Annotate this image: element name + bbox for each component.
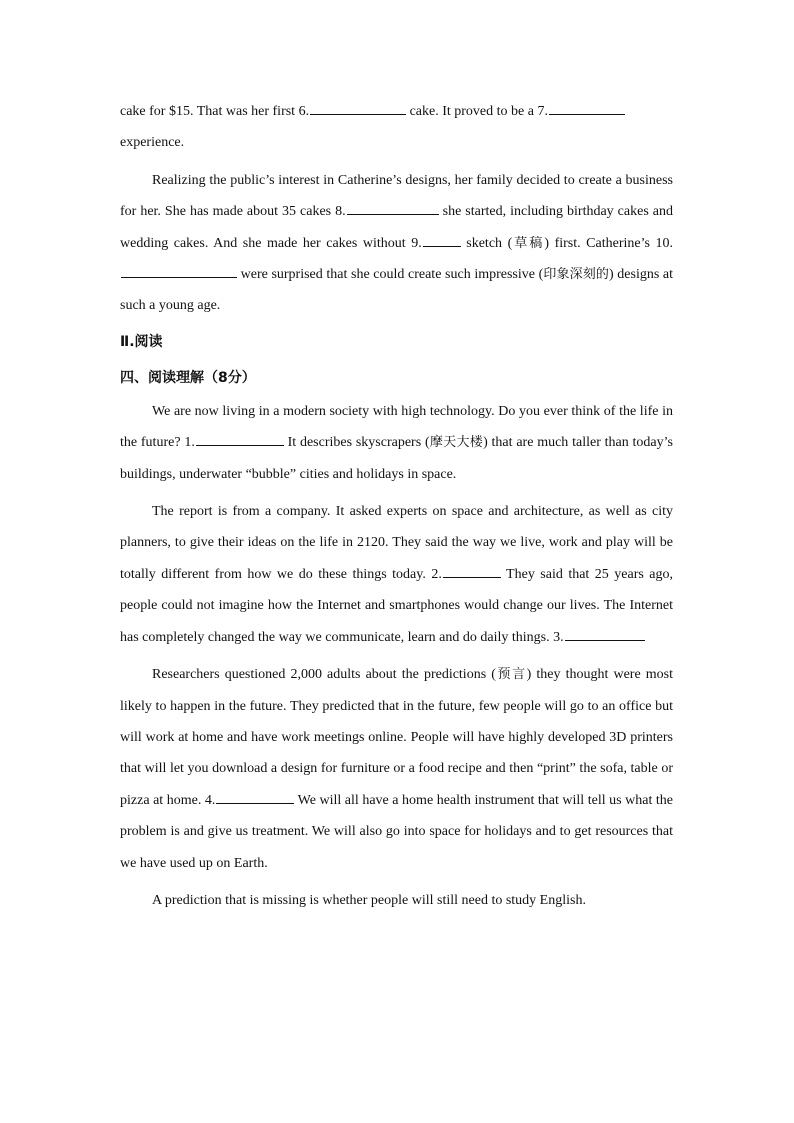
document-page xyxy=(120,96,673,916)
blank-6[interactable] xyxy=(310,100,406,115)
paragraph-business xyxy=(120,165,673,322)
text-run: Realizing the public’s interest in Catherine’s designs, her family decided to create a business for her. She has made about 35 cakes 8. xyxy=(120,172,673,220)
blank-3[interactable] xyxy=(565,626,645,641)
text-run: They said that 25 years ago, people could not imagine how the Internet and smartphones would change our lives. The Internet has completely changed the way we communicate, learn and do daily things. 3. xyxy=(120,566,673,645)
paragraph-cake-price xyxy=(120,96,673,159)
cjk-gloss: 草稿 xyxy=(512,235,545,251)
paragraph-missing-prediction xyxy=(120,885,673,916)
blank-2[interactable] xyxy=(443,563,501,578)
text-run: Researchers questioned 2,000 adults about the predictions ( xyxy=(152,667,496,683)
text-run: The report is from a company. It asked experts on space and architecture, as well as city planners, to give their ideas on the life in 2120. They said the way we live, work and play will be totally different from how we do these things today. 2. xyxy=(120,504,673,582)
text-run: experience. xyxy=(120,135,185,151)
blank-1[interactable] xyxy=(196,431,284,446)
cjk-gloss: 预言 xyxy=(495,667,527,683)
text-run: sketch ( xyxy=(460,235,513,251)
text-run: ) that are much taller than today’s buildings, underwater “bubble” cities and holidays in space. xyxy=(120,435,673,482)
blank-10[interactable] xyxy=(121,263,237,278)
text-run: ) they thought were most likely to happen in the future. They predicted that in the future, few people will go to an office but will work at home and have work meetings online. People will have highly developed 3D printers that will let you download a design for furniture or a food recipe and then “print” the sofa, table or pizza at home. 4. xyxy=(120,667,673,808)
text-run: We will all have a home health instrument that will tell us what the problem is and give us treatment. We will also go into space for holidays and to get resources that we have used up on Earth. xyxy=(120,792,673,871)
blank-9[interactable] xyxy=(423,232,461,247)
paragraph-report xyxy=(120,496,673,653)
text-run: ) first. Catherine’s 10. xyxy=(544,235,673,251)
text-run: It describes skyscrapers ( xyxy=(283,435,430,451)
text-run: cake for $15. That was her first 6. xyxy=(120,104,310,119)
paragraph-researchers xyxy=(120,659,673,879)
blank-8[interactable] xyxy=(347,200,439,215)
paragraph-modern-society xyxy=(120,396,673,490)
blank-7[interactable] xyxy=(549,100,625,115)
text-run: We are now living in a modern society with high technology. Do you ever think of the life in the future? 1. xyxy=(120,403,673,451)
text-run: were surprised that she could create such impressive ( xyxy=(237,267,544,283)
cjk-gloss: 摩天大楼 xyxy=(429,435,484,451)
part-heading: Ⅱ.阅读 xyxy=(120,333,163,350)
text-run: cake. It proved to be a 7. xyxy=(406,104,548,119)
section-heading: 四、阅读理解（8分） xyxy=(120,369,256,386)
text-run: she started, including birthday cakes and wedding cakes. And she made her cakes without 9. xyxy=(120,204,673,251)
text-run: A prediction that is missing is whether people will still need to study English. xyxy=(152,892,586,908)
text-run: ) designs at such a young age. xyxy=(120,267,674,314)
cjk-gloss: 印象深刻的 xyxy=(543,267,609,283)
blank-4[interactable] xyxy=(216,789,294,804)
